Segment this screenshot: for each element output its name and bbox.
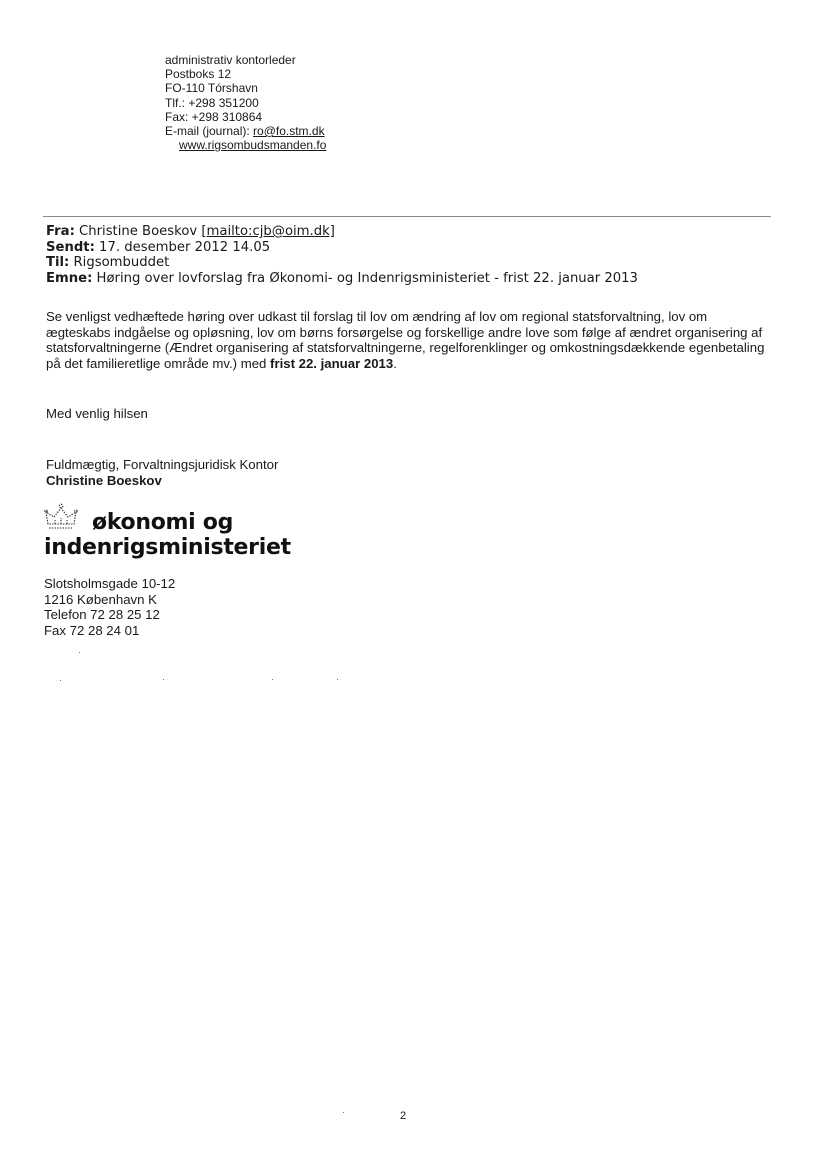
subject-value: Høring over lovforslag fra Økonomi- og Indenrigsministeriet - frist 22. januar 2013 <box>92 270 638 286</box>
scan-speck <box>337 679 338 680</box>
logo-line-2: indenrigsministeriet <box>44 535 291 560</box>
postbox: Postboks 12 <box>165 67 232 82</box>
email-header <box>46 224 638 286</box>
signature-role: Fuldmægtig, Forvaltningsjuridisk Kontor <box>46 457 279 472</box>
body-paragraph: Se venligst vedhæftede høring over udkast til forslag til lov om ændring af lov om regional statsforvaltning, lov om ægteskabs indgåelse og opløsning, lov om børns forsørgelse og forskellige andre love som følge af ændret organisering af statsforvaltningerne (Ændret organisering af statsforvaltningerne, regelforenklinger og omkostningsdækkende egenbetaling på det familieretlige område mv.) med <box>46 309 765 371</box>
deadline: frist 22. januar 2013 <box>270 355 394 371</box>
signature <box>46 457 278 488</box>
scan-speck <box>163 679 164 680</box>
to-value: Rigsombuddet <box>69 255 170 271</box>
phone: Tlf.: +298 351200 <box>165 95 259 110</box>
from-label: Fra: <box>46 224 75 239</box>
email-prefix: E-mail (journal): <box>165 124 254 139</box>
greeting: Med venlig hilsen <box>46 406 148 421</box>
street: Slotsholmsgade 10-12 <box>44 576 176 591</box>
sent-label: Sendt: <box>46 239 95 255</box>
to-label: Til: <box>46 255 70 271</box>
postal-city: 1216 København K <box>44 591 157 607</box>
to-line <box>46 255 638 271</box>
scan-speck <box>272 679 273 680</box>
divider <box>43 216 771 217</box>
website-link[interactable]: www.rigsombudsmanden.fo <box>179 138 327 153</box>
ministry-address <box>44 576 175 638</box>
page-number: 2 <box>400 1110 407 1122</box>
email-link[interactable]: ro@fo.stm.dk <box>253 124 325 139</box>
sent-value: 17. desember 2012 14.05 <box>94 239 271 255</box>
subject-label: Emne: <box>46 270 93 286</box>
from-mailto-link[interactable]: [mailto:cjb@oim.dk] <box>201 224 335 239</box>
city: FO-110 Tórshavn <box>165 81 258 96</box>
fax: Fax: +298 310864 <box>165 109 263 124</box>
scan-speck <box>343 1112 344 1113</box>
telephone: Telefon 72 28 25 12 <box>44 607 160 622</box>
signature-name: Christine Boeskov <box>46 472 162 488</box>
logo-line-1: økonomi og <box>92 510 234 535</box>
from-value: Christine Boeskov <box>74 224 202 239</box>
subject-line <box>46 271 638 287</box>
email-line <box>165 124 326 138</box>
website-line <box>179 138 326 152</box>
crown-icon <box>44 502 78 532</box>
sent-line <box>46 240 638 256</box>
office-title: administrativ kontorleder <box>165 53 296 67</box>
fax-number: Fax 72 28 24 01 <box>44 622 140 638</box>
scan-speck <box>60 680 61 681</box>
scan-speck <box>79 652 80 653</box>
from-line <box>46 224 638 240</box>
message-body <box>46 309 766 371</box>
ministry-logo <box>44 502 291 562</box>
sender-address-block <box>165 53 326 152</box>
body-end: . <box>393 355 397 371</box>
